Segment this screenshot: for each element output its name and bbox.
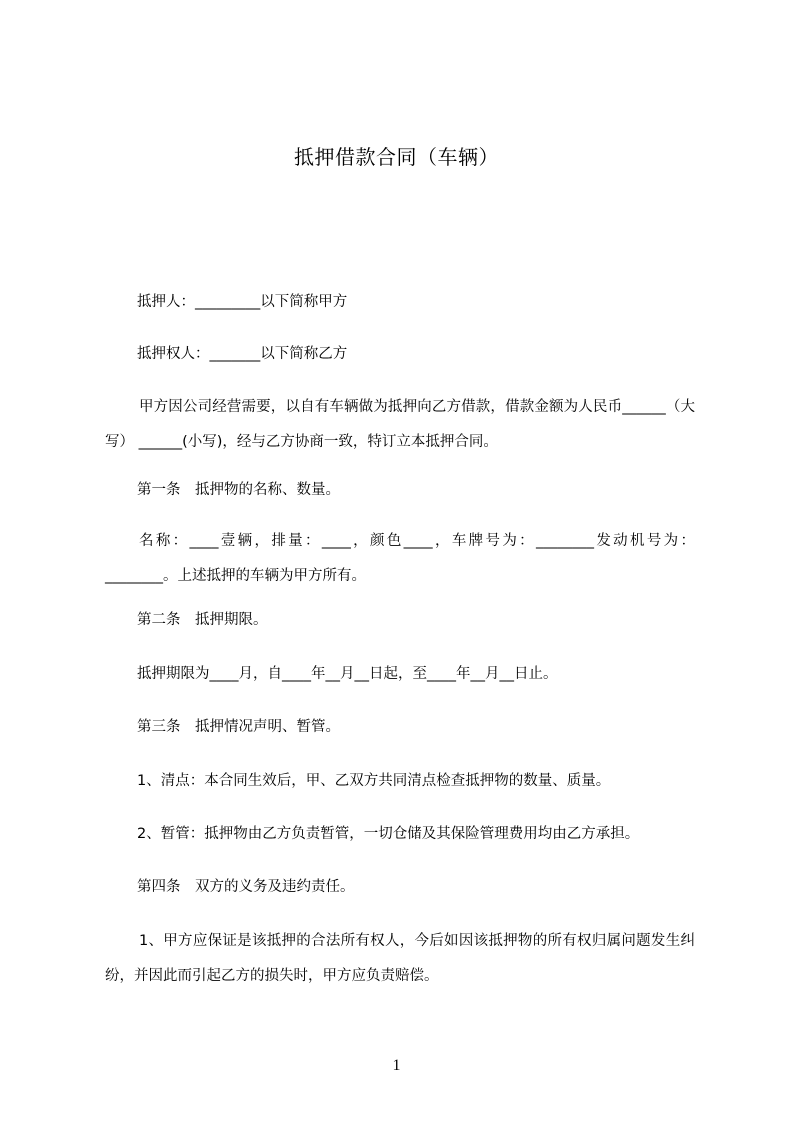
- page-number: 1: [392, 1057, 401, 1074]
- article-3-item-1: 1、清点：本合同生效后，甲、乙双方共同清点检查抵押物的数量、质量。: [137, 773, 611, 789]
- article-3-heading: 第三条 抵押情况声明、暂管。: [137, 719, 340, 735]
- document-title: 抵押借款合同（车辆）: [294, 145, 499, 169]
- mortgagor-line: 抵押人：_________以下简称甲方: [137, 294, 348, 310]
- article-2-body: 抵押期限为____月，自____年__月__日起，至____年__月__日止。: [137, 666, 558, 682]
- article-4-heading: 第四条 双方的义务及违约责任。: [137, 879, 355, 895]
- mortgagee-line: 抵押权人：_______以下简称乙方: [137, 346, 348, 362]
- article-1-body: 名称：____壹辆，排量：____，颜色____，车牌号为：________发动机号为：________。上述抵押的车辆为甲方所有。: [105, 533, 695, 584]
- article-3-item-2: 2、暂管：抵押物由乙方负责暂管，一切仓储及其保险管理费用均由乙方承担。: [137, 826, 640, 842]
- intro-paragraph: 甲方因公司经营需要，以自有车辆做为抵押向乙方借款，借款金额为人民币______（大写） ______(小写)，经与乙方协商一致，特订立本抵押合同。: [105, 399, 695, 450]
- article-4-item-1: 1、甲方应保证是该抵押的合法所有权人，今后如因该抵押物的所有权归属问题发生纠纷，并因此而引起乙方的损失时，甲方应负责赔偿。: [105, 933, 695, 984]
- article-1-heading: 第一条 抵押物的名称、数量。: [137, 482, 340, 498]
- article-2-heading: 第二条 抵押期限。: [137, 612, 268, 628]
